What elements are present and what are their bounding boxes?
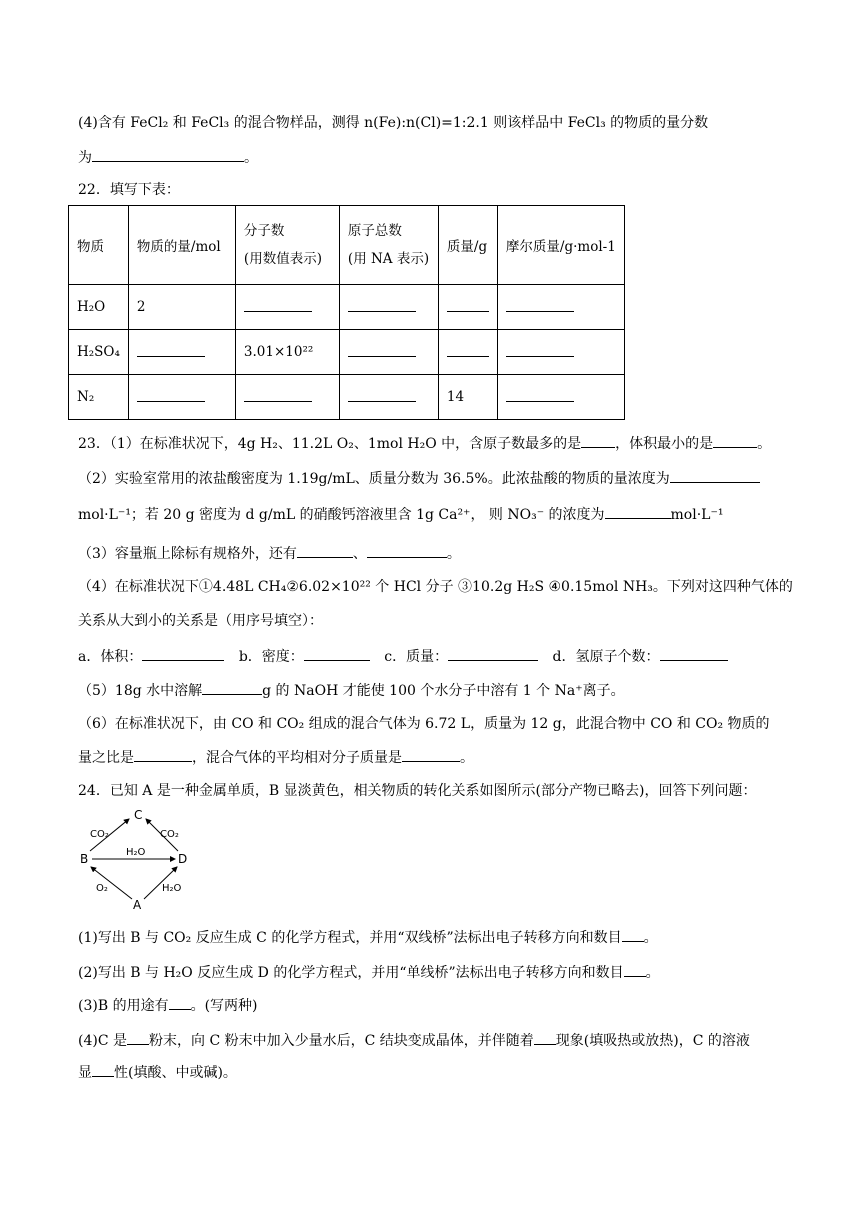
q23-1: 23．（1）在标准状况下，4g H₂、11.2L O₂、1mol H₂O 中，含原子数最多的是 ，体积最小的是 。 [78,433,771,454]
answer-blank[interactable] [367,543,447,558]
cell-molar[interactable] [497,330,624,375]
cell-molar[interactable] [497,375,624,420]
answer-blank[interactable] [713,433,757,448]
answer-blank[interactable] [134,747,192,762]
edge-label-co2-left: CO₂ [90,829,109,840]
answer-blank[interactable] [137,389,205,402]
header-molar-mass: 摩尔质量/g·mol-1 [497,206,624,285]
answer-blank[interactable] [348,389,416,402]
conversion-diagram [76,805,196,915]
table-row [69,285,625,330]
header-moles: 物质的量/mol [128,206,235,285]
cell-atoms[interactable] [339,285,438,330]
table-row [69,375,625,420]
node-d: D [178,852,188,866]
header-mass: 质量/g [438,206,497,285]
q23-4-line2: 关系从大到小的关系是（用序号填空）： [78,613,323,629]
cell-atoms[interactable] [339,330,438,375]
cell-mass[interactable] [438,330,497,375]
answer-blank[interactable] [142,646,224,661]
answer-blank[interactable] [348,344,416,357]
answer-blank[interactable] [127,1030,149,1045]
cell-molecules: 3.01×10²² [235,330,339,375]
cell-molar[interactable] [497,285,624,330]
answer-blank[interactable] [448,646,538,661]
q23-6-line1: （6）在标准状况下，由 CO 和 CO₂ 组成的混合气体为 6.72 L，质量为 12 g，此混合物中 CO 和 CO₂ 物质的 [78,716,770,732]
q24-4-line1: (4)C 是 粉末，向 C 粉末中加入少量水后，C 结块变成晶体，并伴随着 现象(填吸热或放热)，C 的溶液 [78,1030,750,1051]
answer-blank[interactable] [506,389,574,402]
cell-name: H₂SO₄ [69,330,129,375]
q24-4-line2: 显 性(填酸、中或碱)。 [78,1062,237,1083]
answer-blank[interactable] [304,646,370,661]
q24-title: 24．已知 A 是一种金属单质，B 显淡黄色，相关物质的转化关系如图所示(部分产物已略去)，回答下列问题： [78,783,757,799]
answer-blank[interactable] [622,927,644,942]
edge-label-h2o-top: H₂O [126,847,146,858]
answer-blank[interactable] [581,433,615,448]
answer-blank[interactable] [348,299,416,312]
cell-atoms[interactable] [339,375,438,420]
cell-mass: 14 [438,375,497,420]
answer-blank[interactable] [670,468,760,483]
table-row [69,330,625,375]
cell-name: H₂O [69,285,129,330]
cell-moles[interactable] [128,375,235,420]
header-substance: 物质 [69,206,129,285]
header-molecules: 分子数 (用数值表示) [235,206,339,285]
node-c: C [134,808,143,822]
answer-blank[interactable] [169,995,191,1010]
edge-label-co2-right: CO₂ [160,829,179,840]
cell-name: N₂ [69,375,129,420]
answer-blank[interactable] [202,680,262,695]
q21-4-line1: (4)含有 FeCl₂ 和 FeCl₃ 的混合物样品，测得 n(Fe):n(Cl)=1:2.1 则该样品中 FeCl₃ 的物质的量分数 [78,115,709,131]
cell-moles: 2 [128,285,235,330]
answer-blank[interactable] [660,646,728,661]
edge-label-h2o-bottom: H₂O [162,883,182,894]
q23-6-line2: 量之比是 ，混合气体的平均相对分子质量是 。 [78,747,474,768]
cell-molecules[interactable] [235,285,339,330]
answer-blank[interactable] [402,747,460,762]
answer-blank[interactable] [297,543,353,558]
q23-4-options: a．体积： b．密度： c．质量： d．氢原子个数： [78,646,728,667]
answer-blank[interactable] [605,504,671,519]
q24-2: (2)写出 B 与 H₂O 反应生成 D 的化学方程式，并用“单线桥”法标出电子转移方向和数目 。 [78,962,660,983]
answer-blank[interactable] [447,344,489,357]
q23-5: （5）18g 水中溶解 g 的 NaOH 才能使 100 个水分子中溶有 1 个 Na⁺离子。 [78,680,625,701]
cell-moles[interactable] [128,330,235,375]
q21-4-line2: 为 。 [78,147,258,168]
answer-blank[interactable] [92,1062,114,1077]
answer-blank[interactable] [506,344,574,357]
edge-label-o2: O₂ [96,883,108,894]
answer-blank[interactable] [244,389,312,402]
node-b: B [80,852,89,866]
q24-1: (1)写出 B 与 CO₂ 反应生成 C 的化学方程式，并用“双线桥”法标出电子转移方向和数目 。 [78,927,658,948]
cell-mass[interactable] [438,285,497,330]
q23-4-line1: （4）在标准状况下①4.48L CH₄②6.02×10²² 个 HCl 分子 ③10.2g H₂S ④0.15mol NH₃。下列对这四种气体的 [78,579,793,595]
cell-molecules[interactable] [235,375,339,420]
q23-2-line2: mol·L⁻¹；若 20 g 密度为 d g/mL 的硝酸钙溶液里含 1g Ca²⁺， 则 NO₃⁻ 的浓度为 mol·L⁻¹ [78,504,723,525]
answer-blank[interactable] [506,299,574,312]
answer-blank[interactable] [137,344,205,357]
q23-2-line1: （2）实验室常用的浓盐酸密度为 1.19g/mL、质量分数为 36.5%。此浓盐酸的物质的量浓度为 [78,468,760,489]
answer-blank[interactable] [92,147,244,162]
q22-title: 22．填写下表： [78,182,180,198]
q23-3: （3）容量瓶上除标有规格外，还有 、 。 [78,543,461,564]
node-a: A [133,898,142,912]
answer-blank[interactable] [447,299,489,312]
q24-3: (3)B 的用途有 。(写两种) [78,995,258,1016]
answer-blank[interactable] [244,299,312,312]
header-atoms: 原子总数 (用 NA 表示) [339,206,438,285]
q22-table [68,205,625,420]
answer-blank[interactable] [624,962,646,977]
answer-blank[interactable] [534,1030,556,1045]
